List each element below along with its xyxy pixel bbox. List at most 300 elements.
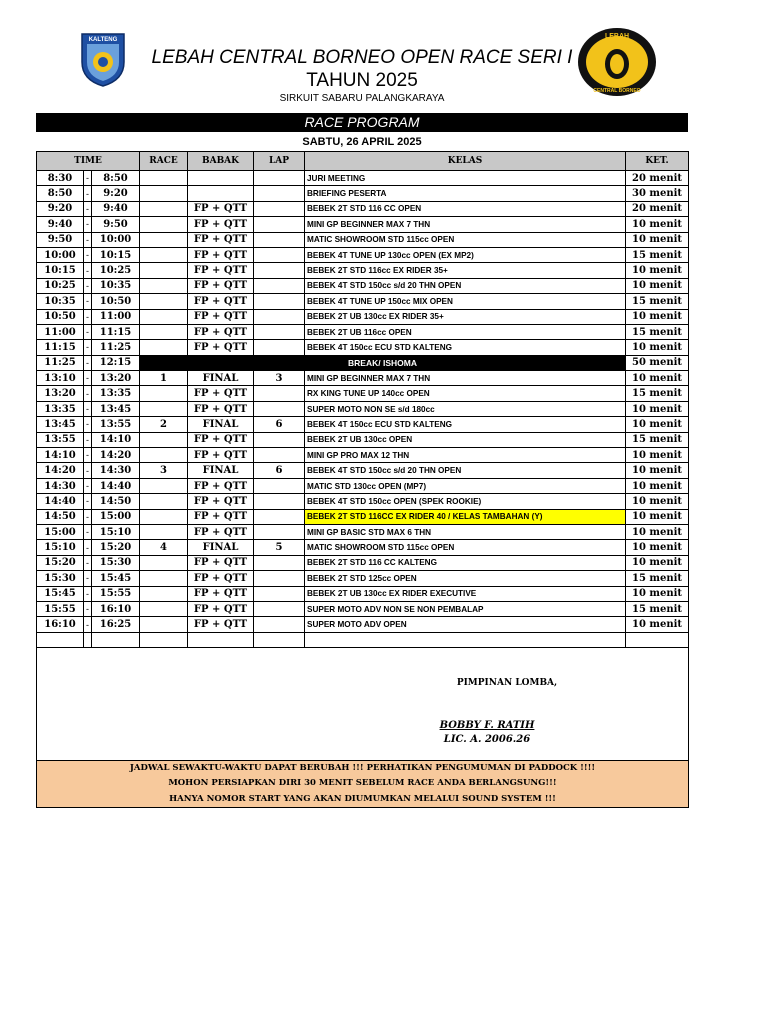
col-ket-header: KET. [626, 152, 689, 171]
kelas-cell: MINI GP BEGINNER MAX 7 THN [305, 217, 626, 232]
time-separator: - [84, 294, 92, 309]
time-start: 14:10 [37, 448, 84, 463]
lap-cell [254, 324, 305, 339]
time-end: 14:50 [92, 494, 140, 509]
race-number: 3 [140, 463, 188, 478]
empty-cell [305, 632, 626, 647]
ket-cell: 10 menit [626, 478, 689, 493]
event-year: TAHUN 2025 [306, 70, 418, 91]
race-number [140, 448, 188, 463]
ket-cell: 50 menit [626, 355, 689, 370]
col-babak-header: BABAK [188, 152, 254, 171]
lap-cell [254, 601, 305, 616]
race-schedule-table [36, 151, 689, 648]
lap-cell [254, 555, 305, 570]
ket-cell: 15 menit [626, 247, 689, 262]
time-end: 15:30 [92, 555, 140, 570]
table-row [37, 571, 689, 586]
time-separator: - [84, 371, 92, 386]
race-number [140, 524, 188, 539]
empty-cell [140, 632, 188, 647]
babak-cell: FP + QTT [188, 386, 254, 401]
race-number [140, 186, 188, 201]
kelas-cell: SUPER MOTO ADV OPEN [305, 617, 626, 632]
time-start: 8:30 [37, 171, 84, 186]
signature-name: BOBBY F. RATIH [439, 720, 535, 731]
babak-cell: FINAL [188, 371, 254, 386]
ket-cell: 10 menit [626, 263, 689, 278]
table-row [37, 601, 689, 616]
table-row [37, 555, 689, 570]
kelas-cell: BEBEK 4T TUNE UP 150cc MIX OPEN [305, 294, 626, 309]
lap-cell [254, 617, 305, 632]
time-separator: - [84, 263, 92, 278]
time-end: 13:55 [92, 417, 140, 432]
time-start: 14:50 [37, 509, 84, 524]
time-separator: - [84, 386, 92, 401]
ket-cell: 10 menit [626, 586, 689, 601]
time-start: 14:20 [37, 463, 84, 478]
col-time-header: TIME [37, 152, 140, 171]
venue-subtitle: SIRKUIT SABARU PALANGKARAYA [279, 93, 445, 104]
time-end: 9:20 [92, 186, 140, 201]
kelas-cell: MATIC STD 130cc OPEN (MP7) [305, 478, 626, 493]
time-start: 15:00 [37, 524, 84, 539]
table-row [37, 448, 689, 463]
babak-cell: FP + QTT [188, 247, 254, 262]
babak-cell: FP + QTT [188, 309, 254, 324]
table-row [37, 386, 689, 401]
babak-cell: FINAL [188, 417, 254, 432]
time-start: 9:50 [37, 232, 84, 247]
signature-license: LIC. A. 2006.26 [443, 734, 531, 745]
babak-cell: FP + QTT [188, 586, 254, 601]
time-end: 14:30 [92, 463, 140, 478]
ket-cell: 30 menit [626, 186, 689, 201]
time-end: 9:40 [92, 201, 140, 216]
babak-cell: FP + QTT [188, 217, 254, 232]
time-end: 16:10 [92, 601, 140, 616]
babak-cell: FP + QTT [188, 324, 254, 339]
time-end: 13:45 [92, 401, 140, 416]
right-logo-text: LEBAH [604, 33, 630, 40]
table-row [37, 371, 689, 386]
time-separator: - [84, 247, 92, 262]
time-end: 10:50 [92, 294, 140, 309]
time-end: 14:20 [92, 448, 140, 463]
race-number [140, 247, 188, 262]
time-end: 16:25 [92, 617, 140, 632]
lap-cell: 3 [254, 371, 305, 386]
ket-cell: 10 menit [626, 417, 689, 432]
kelas-cell: SUPER MOTO ADV NON SE NON PEMBALAP [305, 601, 626, 616]
lap-cell [254, 232, 305, 247]
time-start: 10:15 [37, 263, 84, 278]
time-end: 10:15 [92, 247, 140, 262]
babak-cell: FP + QTT [188, 432, 254, 447]
time-start: 15:55 [37, 601, 84, 616]
time-separator: - [84, 417, 92, 432]
kalteng-logo [78, 30, 128, 88]
lap-cell [254, 217, 305, 232]
time-end: 10:25 [92, 263, 140, 278]
time-end: 11:15 [92, 324, 140, 339]
table-row [37, 494, 689, 509]
time-end: 15:20 [92, 540, 140, 555]
empty-cell [626, 632, 689, 647]
time-separator: - [84, 571, 92, 586]
race-number [140, 571, 188, 586]
ket-cell: 10 menit [626, 217, 689, 232]
race-number [140, 555, 188, 570]
kelas-cell: SUPER MOTO NON SE s/d 180cc [305, 401, 626, 416]
time-separator: - [84, 555, 92, 570]
table-row [37, 247, 689, 262]
race-number [140, 386, 188, 401]
table-row [37, 401, 689, 416]
time-start: 11:15 [37, 340, 84, 355]
lap-cell [254, 586, 305, 601]
kelas-cell: BEBEK 4T STD 150cc s/d 20 THN OPEN [305, 463, 626, 478]
time-end: 14:40 [92, 478, 140, 493]
time-start: 15:45 [37, 586, 84, 601]
notice-box [36, 760, 689, 808]
time-start: 13:35 [37, 401, 84, 416]
ket-cell: 10 menit [626, 340, 689, 355]
kelas-cell: BEBEK 2T STD 116 CC OPEN [305, 201, 626, 216]
kelas-cell: BEBEK 2T UB 130cc EX RIDER 35+ [305, 309, 626, 324]
table-row [37, 263, 689, 278]
time-end: 12:15 [92, 355, 140, 370]
lap-cell [254, 571, 305, 586]
babak-cell: FINAL [188, 463, 254, 478]
empty-cell [188, 632, 254, 647]
ket-cell: 10 menit [626, 617, 689, 632]
lap-cell [254, 494, 305, 509]
time-separator: - [84, 355, 92, 370]
kelas-cell: MINI GP BEGINNER MAX 7 THN [305, 371, 626, 386]
table-row [37, 509, 689, 524]
race-number: 1 [140, 371, 188, 386]
babak-cell: FP + QTT [188, 263, 254, 278]
race-number [140, 432, 188, 447]
kelas-cell: MINI GP PRO MAX 12 THN [305, 448, 626, 463]
time-end: 8:50 [92, 171, 140, 186]
ket-cell: 20 menit [626, 201, 689, 216]
time-separator: - [84, 524, 92, 539]
kelas-cell: BEBEK 2T UB 130cc OPEN [305, 432, 626, 447]
babak-cell: FP + QTT [188, 555, 254, 570]
race-number [140, 340, 188, 355]
kelas-cell: BEBEK 4T STD 150cc OPEN (SPEK ROOKIE) [305, 494, 626, 509]
lap-cell: 6 [254, 463, 305, 478]
lap-cell [254, 278, 305, 293]
ket-cell: 10 menit [626, 232, 689, 247]
lap-cell [254, 432, 305, 447]
race-number [140, 494, 188, 509]
time-start: 15:30 [37, 571, 84, 586]
time-start: 16:10 [37, 617, 84, 632]
table-row [37, 324, 689, 339]
time-start: 9:40 [37, 217, 84, 232]
ket-cell: 15 menit [626, 294, 689, 309]
time-start: 10:50 [37, 309, 84, 324]
lap-cell [254, 401, 305, 416]
ket-cell: 10 menit [626, 309, 689, 324]
ket-cell: 15 menit [626, 324, 689, 339]
babak-cell: FP + QTT [188, 278, 254, 293]
race-number [140, 601, 188, 616]
time-separator: - [84, 324, 92, 339]
kelas-cell: RX KING TUNE UP 140cc OPEN [305, 386, 626, 401]
race-program-bar: RACE PROGRAM [36, 113, 688, 132]
time-start: 9:20 [37, 201, 84, 216]
babak-cell: FP + QTT [188, 524, 254, 539]
table-row [37, 232, 689, 247]
race-number [140, 232, 188, 247]
race-number: 2 [140, 417, 188, 432]
race-number [140, 294, 188, 309]
time-separator: - [84, 509, 92, 524]
time-end: 10:35 [92, 278, 140, 293]
lap-cell [254, 478, 305, 493]
ket-cell: 15 menit [626, 386, 689, 401]
babak-cell: FP + QTT [188, 571, 254, 586]
table-row [37, 540, 689, 555]
time-start: 11:00 [37, 324, 84, 339]
time-separator: - [84, 309, 92, 324]
kelas-cell: MATIC SHOWROOM STD 115cc OPEN [305, 540, 626, 555]
table-row [37, 340, 689, 355]
ket-cell: 10 menit [626, 509, 689, 524]
ket-cell: 20 menit [626, 171, 689, 186]
ket-cell: 10 menit [626, 448, 689, 463]
race-number [140, 324, 188, 339]
ket-cell: 15 menit [626, 571, 689, 586]
time-separator: - [84, 401, 92, 416]
kelas-cell: BEBEK 4T 150cc ECU STD KALTENG [305, 417, 626, 432]
babak-cell: FP + QTT [188, 509, 254, 524]
lap-cell: 5 [254, 540, 305, 555]
empty-cell [37, 632, 84, 647]
time-separator: - [84, 232, 92, 247]
babak-cell: FP + QTT [188, 232, 254, 247]
signature-role: PIMPINAN LOMBA, [456, 678, 558, 688]
time-separator: - [84, 448, 92, 463]
kelas-cell: JURI MEETING [305, 171, 626, 186]
race-number [140, 617, 188, 632]
notice-line: JADWAL SEWAKTU-WAKTU DAPAT BERUBAH !!! PERHATIKAN PENGUMUMAN DI PADDOCK !!!! [129, 763, 596, 773]
time-end: 13:20 [92, 371, 140, 386]
time-end: 10:00 [92, 232, 140, 247]
babak-cell: FP + QTT [188, 294, 254, 309]
kelas-cell: BEBEK 2T STD 116cc EX RIDER 35+ [305, 263, 626, 278]
time-start: 13:45 [37, 417, 84, 432]
ket-cell: 10 menit [626, 494, 689, 509]
table-row [37, 478, 689, 493]
col-lap-header: LAP [254, 152, 305, 171]
time-start: 11:25 [37, 355, 84, 370]
time-end: 15:00 [92, 509, 140, 524]
time-separator: - [84, 217, 92, 232]
race-number [140, 278, 188, 293]
time-separator: - [84, 432, 92, 447]
time-separator: - [84, 171, 92, 186]
kelas-cell: BEBEK 2T STD 125cc OPEN [305, 571, 626, 586]
time-start: 14:40 [37, 494, 84, 509]
ket-cell: 10 menit [626, 371, 689, 386]
time-start: 13:10 [37, 371, 84, 386]
kelas-cell: BEBEK 4T TUNE UP 130cc OPEN (EX MP2) [305, 247, 626, 262]
race-number [140, 401, 188, 416]
table-row [37, 278, 689, 293]
table-row [37, 586, 689, 601]
empty-cell [92, 632, 140, 647]
time-start: 10:00 [37, 247, 84, 262]
lap-cell [254, 509, 305, 524]
lap-cell [254, 201, 305, 216]
time-start: 10:35 [37, 294, 84, 309]
race-number [140, 217, 188, 232]
babak-cell: FP + QTT [188, 494, 254, 509]
time-end: 15:45 [92, 571, 140, 586]
table-row [37, 171, 689, 186]
lap-cell [254, 263, 305, 278]
time-separator: - [84, 278, 92, 293]
right-logo-sub: CENTRAL BORNEO [593, 88, 641, 94]
table-row [37, 417, 689, 432]
lap-cell [254, 171, 305, 186]
lap-cell [254, 294, 305, 309]
table-row [37, 463, 689, 478]
table-row [37, 309, 689, 324]
time-end: 11:00 [92, 309, 140, 324]
empty-row [37, 632, 689, 647]
left-logo-text: KALTENG [88, 37, 118, 43]
table-row [37, 201, 689, 216]
lap-cell [254, 309, 305, 324]
table-row [37, 617, 689, 632]
kelas-cell: BEBEK 2T STD 116CC EX RIDER 40 / KELAS TAMBAHAN (Y) [305, 509, 626, 524]
time-separator: - [84, 617, 92, 632]
race-number [140, 263, 188, 278]
race-date: SABTU, 26 APRIL 2025 [302, 136, 422, 148]
table-header-row [37, 152, 689, 171]
race-number [140, 309, 188, 324]
babak-cell: FP + QTT [188, 601, 254, 616]
col-kelas-header: KELAS [305, 152, 626, 171]
kelas-cell: BEBEK 4T STD 150cc s/d 20 THN OPEN [305, 278, 626, 293]
time-end: 14:10 [92, 432, 140, 447]
time-end: 9:50 [92, 217, 140, 232]
time-separator: - [84, 478, 92, 493]
table-row [37, 217, 689, 232]
lap-cell: 6 [254, 417, 305, 432]
babak-cell: FP + QTT [188, 478, 254, 493]
kelas-cell: BEBEK 2T STD 116 CC KALTENG [305, 555, 626, 570]
ket-cell: 10 menit [626, 540, 689, 555]
ket-cell: 10 menit [626, 524, 689, 539]
kelas-cell: BEBEK 4T 150cc ECU STD KALTENG [305, 340, 626, 355]
time-start: 13:20 [37, 386, 84, 401]
signature-box [36, 648, 689, 761]
lebah-logo [576, 26, 658, 98]
empty-cell [84, 632, 92, 647]
lap-cell [254, 448, 305, 463]
babak-cell: FP + QTT [188, 340, 254, 355]
empty-cell [254, 632, 305, 647]
time-end: 11:25 [92, 340, 140, 355]
lap-cell [254, 386, 305, 401]
ket-cell: 10 menit [626, 463, 689, 478]
time-separator: - [84, 601, 92, 616]
time-start: 15:10 [37, 540, 84, 555]
babak-cell: FP + QTT [188, 617, 254, 632]
time-start: 15:20 [37, 555, 84, 570]
kelas-cell: BEBEK 2T UB 116cc OPEN [305, 324, 626, 339]
time-end: 15:10 [92, 524, 140, 539]
lap-cell [254, 186, 305, 201]
babak-cell: FP + QTT [188, 401, 254, 416]
table-row [37, 186, 689, 201]
babak-cell [188, 186, 254, 201]
babak-cell [188, 171, 254, 186]
notice-line: HANYA NOMOR START YANG AKAN DIUMUMKAN MELALUI SOUND SYSTEM !!! [169, 793, 556, 804]
race-number: 4 [140, 540, 188, 555]
time-start: 8:50 [37, 186, 84, 201]
time-start: 10:25 [37, 278, 84, 293]
kelas-cell: MATIC SHOWROOM STD 115cc OPEN [305, 232, 626, 247]
time-separator: - [84, 463, 92, 478]
ket-cell: 15 menit [626, 601, 689, 616]
time-start: 13:55 [37, 432, 84, 447]
time-separator: - [84, 201, 92, 216]
table-row [37, 294, 689, 309]
race-number [140, 201, 188, 216]
table-row [37, 355, 689, 370]
race-number [140, 509, 188, 524]
time-separator: - [84, 540, 92, 555]
race-number [140, 171, 188, 186]
time-end: 15:55 [92, 586, 140, 601]
babak-cell: FP + QTT [188, 201, 254, 216]
table-row [37, 524, 689, 539]
lap-cell [254, 524, 305, 539]
time-separator: - [84, 186, 92, 201]
race-number [140, 586, 188, 601]
race-number [140, 478, 188, 493]
notice-line: MOHON PERSIAPKAN DIRI 30 MENIT SEBELUM RACE ANDA BERLANGSUNG!!! [168, 778, 557, 789]
ket-cell: 15 menit [626, 432, 689, 447]
time-separator: - [84, 340, 92, 355]
time-separator: - [84, 494, 92, 509]
lap-cell [254, 247, 305, 262]
lap-cell [254, 340, 305, 355]
break-label: BREAK/ ISHOMA [140, 355, 626, 370]
ket-cell: 10 menit [626, 401, 689, 416]
kelas-cell: BRIEFING PESERTA [305, 186, 626, 201]
time-end: 13:35 [92, 386, 140, 401]
babak-cell: FINAL [188, 540, 254, 555]
event-title: LEBAH CENTRAL BORNEO OPEN RACE SERI I [151, 47, 573, 68]
col-race-header: RACE [140, 152, 188, 171]
table-row [37, 432, 689, 447]
time-separator: - [84, 586, 92, 601]
kelas-cell: BEBEK 2T UB 130cc EX RIDER EXECUTIVE [305, 586, 626, 601]
kelas-cell: MINI GP BASIC STD MAX 6 THN [305, 524, 626, 539]
ket-cell: 10 menit [626, 278, 689, 293]
ket-cell: 10 menit [626, 555, 689, 570]
